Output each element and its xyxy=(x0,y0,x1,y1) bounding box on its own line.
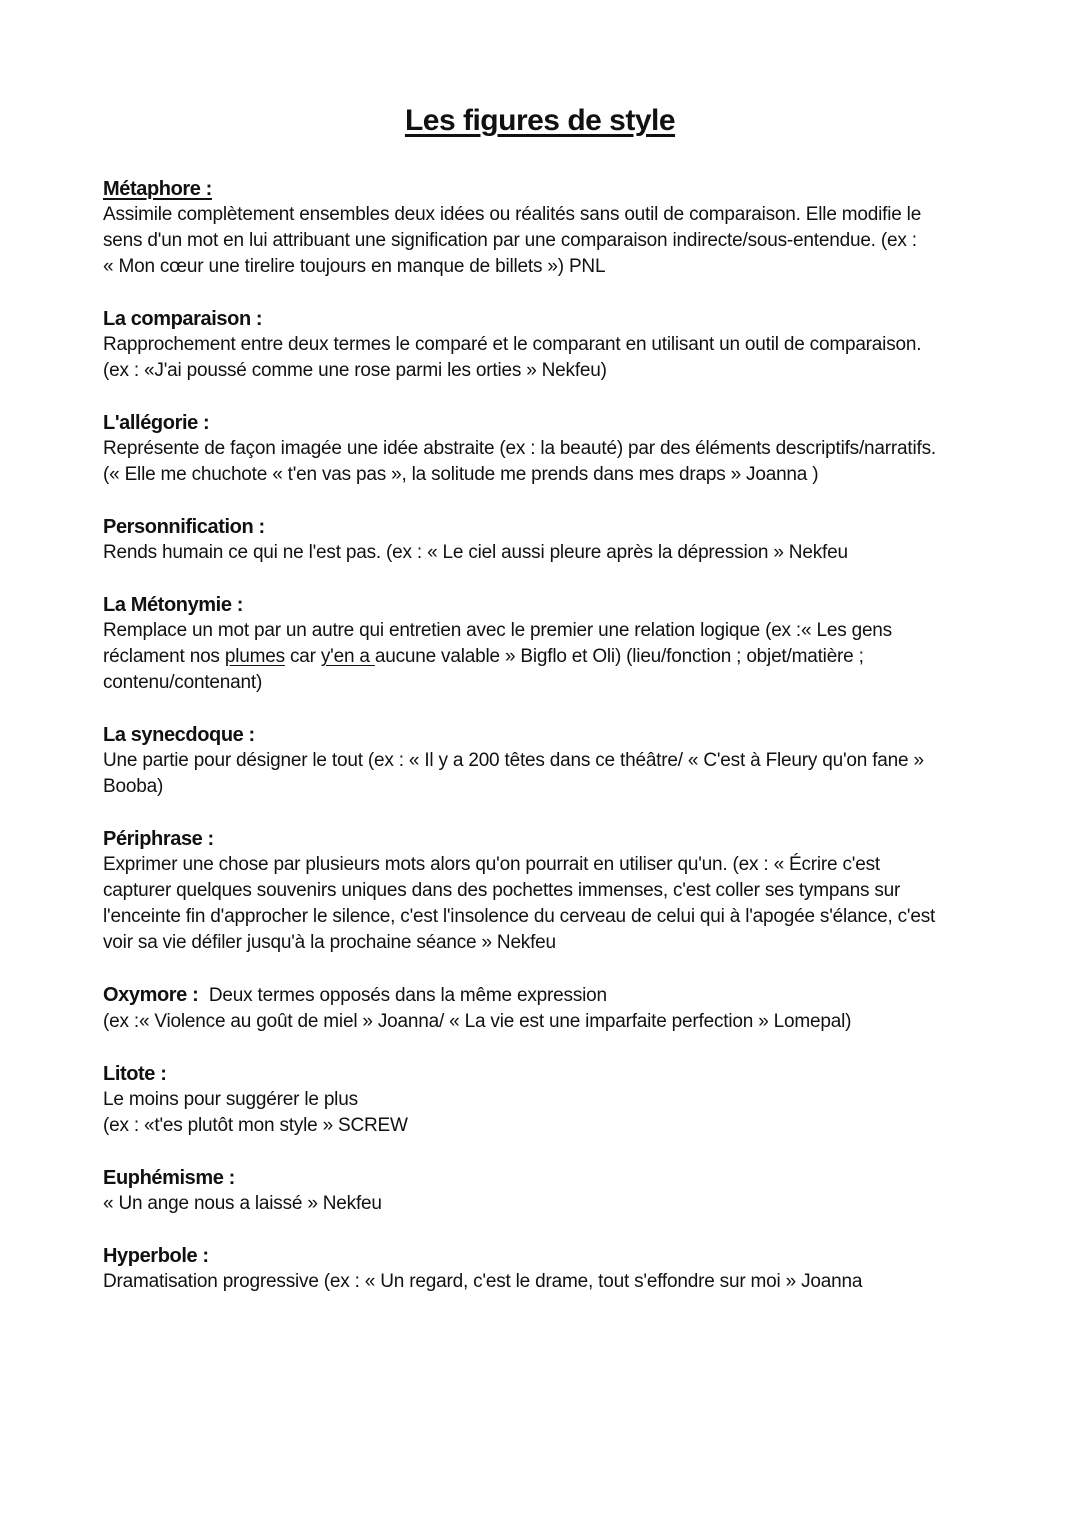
section-periphrase xyxy=(103,826,983,956)
section-line: Le moins pour suggérer le plus xyxy=(103,1089,358,1110)
section-inline-text: Deux termes opposés dans la même expression xyxy=(208,985,607,1006)
section-heading: La synecdoque : xyxy=(103,724,255,746)
section-heading: La Métonymie : xyxy=(103,594,243,616)
document-content xyxy=(103,176,983,1321)
section-line: l'enceinte fin d'approcher le silence, c'est l'insolence du cerveau de celui qui à l'apogée s'élance, c'est xyxy=(103,906,936,927)
section-synecdoque xyxy=(103,722,983,800)
section-hyperbole xyxy=(103,1243,983,1295)
section-heading: L'allégorie : xyxy=(103,412,210,434)
section-heading: Oxymore : xyxy=(103,984,199,1006)
section-heading: Hyperbole : xyxy=(103,1245,209,1267)
section-line: voir sa vie défiler jusqu'à la prochaine séance » Nekfeu xyxy=(103,932,556,953)
section-personnification xyxy=(103,514,983,566)
section-line: Dramatisation progressive (ex : « Un regard, c'est le drame, tout s'effondre sur moi » Joanna xyxy=(103,1271,863,1292)
section-line: capturer quelques souvenirs uniques dans des pochettes immenses, c'est coller ses tympans sur xyxy=(103,880,901,901)
section-line: (ex : «t'es plutôt mon style » SCREW xyxy=(103,1115,408,1136)
section-line: « Mon cœur une tirelire toujours en manque de billets ») PNL xyxy=(103,256,606,277)
section-line: contenu/contenant) xyxy=(103,672,263,693)
section-line: Une partie pour désigner le tout (ex : « Il y a 200 têtes dans ce théâtre/ « C'est à Fleury qu'on fane » xyxy=(103,750,924,771)
section-heading: Périphrase : xyxy=(103,828,214,850)
underlined-word: y'en a xyxy=(320,646,375,667)
section-metaphore xyxy=(103,176,983,280)
section-heading: Métaphore : xyxy=(103,178,212,200)
section-metonymie xyxy=(103,592,983,696)
section-line: Représente de façon imagée une idée abstraite (ex : la beauté) par des éléments descriptifs/narratifs. xyxy=(103,438,936,459)
section-line: Rends humain ce qui ne l'est pas. (ex : « Le ciel aussi pleure après la dépression » Nekfeu xyxy=(103,542,848,563)
page-title: Les figures de style xyxy=(404,104,676,137)
section-euphemisme xyxy=(103,1165,983,1217)
section-allegorie xyxy=(103,410,983,488)
underlined-word: plumes xyxy=(224,646,285,667)
section-heading: La comparaison : xyxy=(103,308,263,330)
section-line: « Un ange nous a laissé » Nekfeu xyxy=(103,1193,382,1214)
section-line xyxy=(103,644,983,670)
section-line: Booba) xyxy=(103,776,164,797)
text-fragment: réclament nos xyxy=(103,646,225,667)
section-litote xyxy=(103,1061,983,1139)
section-line: (ex : «J'ai poussé comme une rose parmi les orties » Nekfeu) xyxy=(103,360,607,381)
section-line: Assimile complètement ensembles deux idées ou réalités sans outil de comparaison. Elle modifie le xyxy=(103,204,922,225)
section-line: (ex :« Violence au goût de miel » Joanna/ « La vie est une imparfaite perfection » Lomepal) xyxy=(103,1011,852,1032)
section-heading: Euphémisme : xyxy=(103,1167,235,1189)
section-line: Remplace un mot par un autre qui entretien avec le premier une relation logique (ex :« Les gens xyxy=(103,620,892,641)
section-heading: Personnification : xyxy=(103,516,265,538)
section-comparaison xyxy=(103,306,983,384)
section-line: (« Elle me chuchote « t'en vas pas », la solitude me prends dans mes draps » Joanna ) xyxy=(103,464,819,485)
section-heading-row xyxy=(103,982,983,1009)
section-oxymore xyxy=(103,982,983,1035)
section-line: Exprimer une chose par plusieurs mots alors qu'on pourrait en utiliser qu'un. (ex : « Écrire c'est xyxy=(103,854,880,875)
text-fragment: car xyxy=(284,646,321,667)
section-line: sens d'un mot en lui attribuant une signification par une comparaison indirecte/sous-entendue. (ex : xyxy=(103,230,917,251)
text-fragment: aucune valable » Bigflo et Oli) (lieu/fonction ; objet/matière ; xyxy=(374,646,864,667)
section-line: Rapprochement entre deux termes le comparé et le comparant en utilisant un outil de comparaison. xyxy=(103,334,922,355)
section-heading: Litote : xyxy=(103,1063,167,1085)
